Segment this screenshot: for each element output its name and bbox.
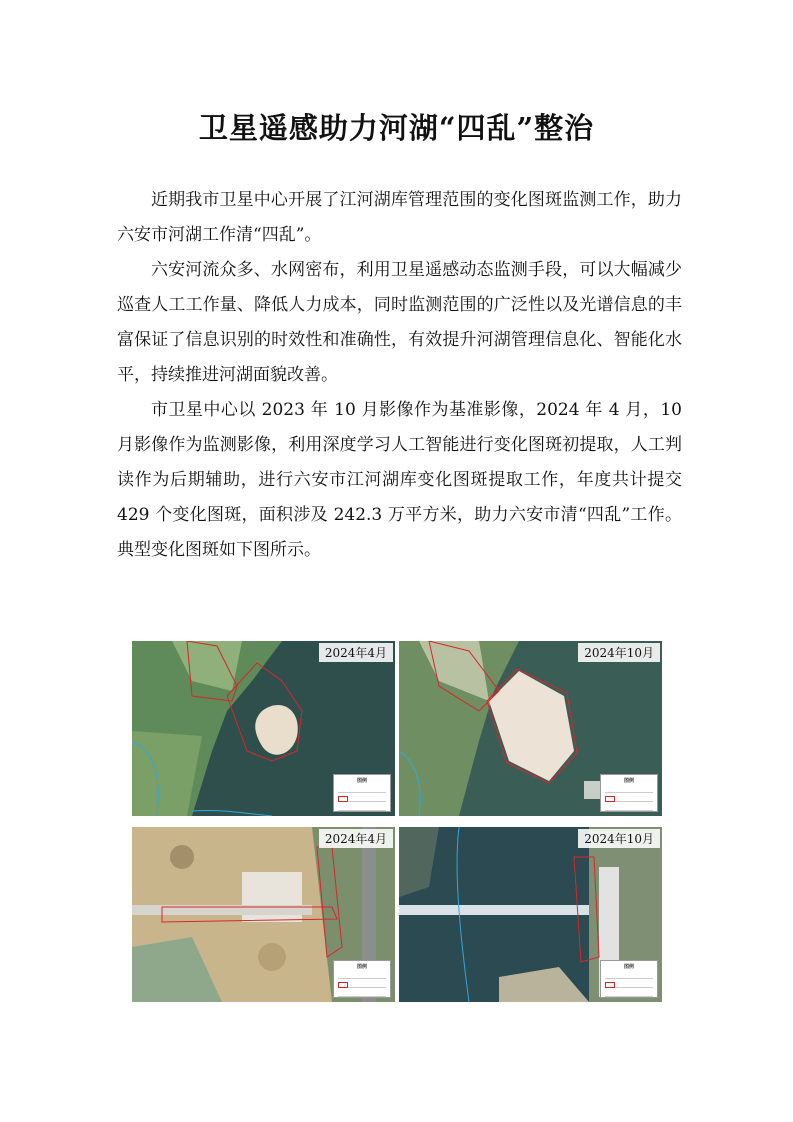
map-legend-4 bbox=[600, 960, 658, 998]
paragraph-2: 六安河流众多、水网密布，利用卫星遥感动态监测手段，可以大幅减少巡查人工工作量、降低人力成本，同时监测范围的广泛性以及光谱信息的丰富保证了信息识别的时效性和准确性，有效提升河湖管理信息化、智能化水平，持续推进河湖面貌改善。 bbox=[117, 260, 682, 385]
legend-title-4: 图例 bbox=[623, 964, 634, 970]
legend-title-2: 图例 bbox=[623, 778, 634, 784]
map-legend-3 bbox=[333, 960, 391, 998]
date-label-2: 2024年10月 bbox=[578, 643, 660, 662]
legend-title-3: 图例 bbox=[356, 964, 367, 970]
satellite-image-2 bbox=[399, 641, 662, 816]
satellite-image-1 bbox=[132, 641, 395, 816]
date-label-1: 2024年4月 bbox=[319, 643, 393, 662]
satellite-image-4 bbox=[399, 827, 662, 1002]
map-legend-1 bbox=[333, 774, 391, 812]
legend-title-1: 图例 bbox=[356, 778, 367, 784]
article-body bbox=[117, 183, 682, 568]
date-label-3: 2024年4月 bbox=[319, 829, 393, 848]
satellite-image-3 bbox=[132, 827, 395, 1002]
paragraph-3: 市卫星中心以 2023 年 10 月影像作为基准影像，2024 年 4 月，10 月影像作为监测影像，利用深度学习人工智能进行变化图斑初提取，人工判读作为后期辅助，进行六安市江河湖库变化图斑提取工作，年度共计提交 429 个变化图斑，面积涉及 242.3 万平方米，助力六安市清“四乱”工作。典型变化图斑如下图所示。 bbox=[117, 400, 682, 560]
page-title: 卫星遥感助力河湖“四乱”整治 bbox=[198, 111, 595, 145]
map-legend-2 bbox=[600, 774, 658, 812]
paragraph-1: 近期我市卫星中心开展了江河湖库管理范围的变化图斑监测工作，助力六安市河湖工作清“四乱”。 bbox=[117, 190, 682, 245]
figure-grid bbox=[132, 641, 662, 1015]
date-label-4: 2024年10月 bbox=[578, 829, 660, 848]
